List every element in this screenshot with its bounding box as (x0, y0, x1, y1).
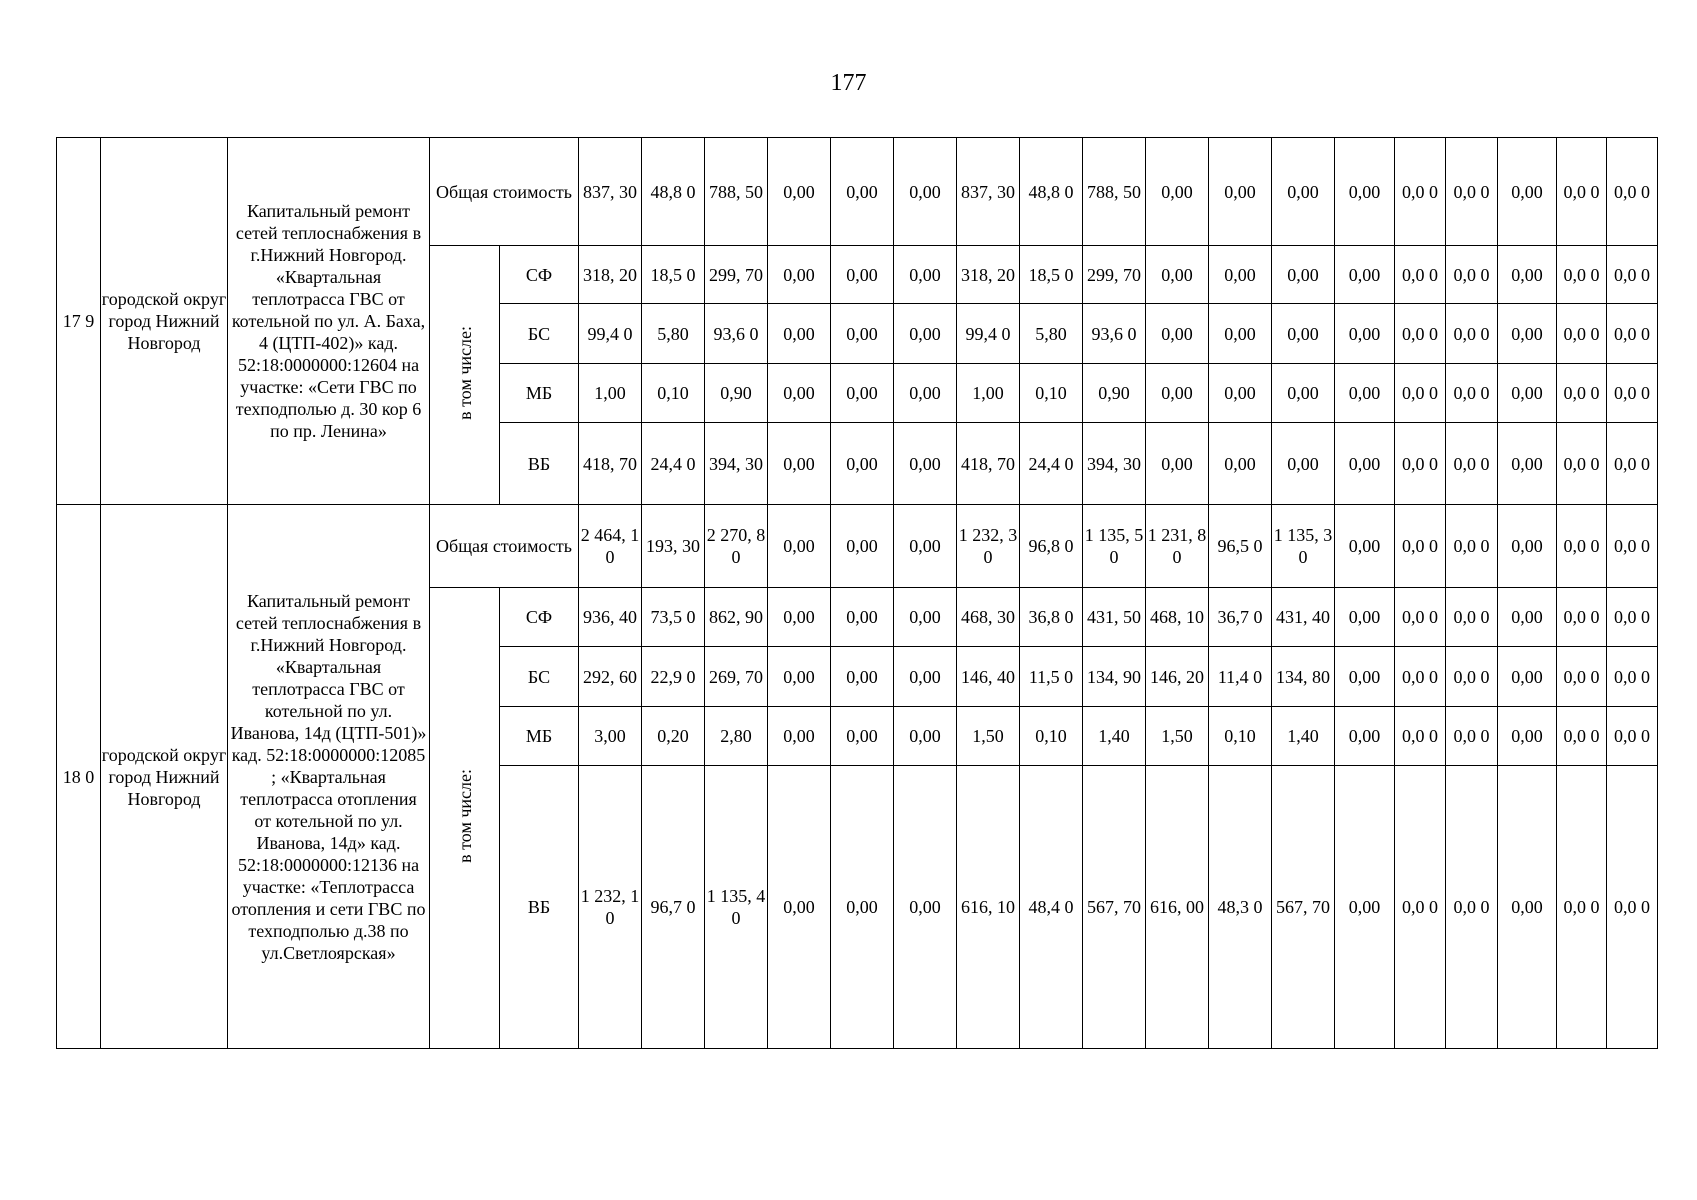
table-row (57, 505, 1658, 588)
value-cell: 0,0 0 (1607, 707, 1658, 766)
value-cell: 0,00 (1498, 707, 1557, 766)
funding-source-label: СФ (500, 246, 579, 304)
row-index: 17 9 (57, 138, 101, 505)
value-cell: 468, 30 (957, 588, 1020, 647)
value-cell: 0,0 0 (1395, 304, 1446, 364)
value-cell: 0,00 (894, 423, 957, 505)
value-cell: 0,0 0 (1607, 647, 1658, 707)
value-cell: 292, 60 (579, 647, 642, 707)
value-cell: 0,00 (1498, 246, 1557, 304)
value-cell: 1 135, 50 (1083, 505, 1146, 588)
value-cell: 146, 40 (957, 647, 1020, 707)
value-cell: 1,00 (957, 364, 1020, 423)
value-cell: 0,0 0 (1395, 707, 1446, 766)
value-cell: 0,0 0 (1557, 364, 1607, 423)
value-cell: 48,4 0 (1020, 766, 1083, 1049)
value-cell: 0,0 0 (1395, 423, 1446, 505)
value-cell: 0,0 0 (1446, 766, 1498, 1049)
funding-source-label: БС (500, 647, 579, 707)
value-cell: 318, 20 (957, 246, 1020, 304)
value-cell: 0,0 0 (1557, 588, 1607, 647)
value-cell: 0,0 0 (1395, 505, 1446, 588)
value-cell: 0,0 0 (1446, 647, 1498, 707)
value-cell: 134, 80 (1272, 647, 1335, 707)
value-cell: 0,00 (1209, 364, 1272, 423)
value-cell: 18,5 0 (642, 246, 705, 304)
value-cell: 0,00 (1498, 588, 1557, 647)
value-cell: 1 135, 40 (705, 766, 768, 1049)
funding-source-label: МБ (500, 364, 579, 423)
value-cell: 0,00 (831, 505, 894, 588)
value-cell: 0,00 (1498, 423, 1557, 505)
value-cell: 418, 70 (579, 423, 642, 505)
value-cell: 0,00 (1498, 304, 1557, 364)
value-cell: 862, 90 (705, 588, 768, 647)
value-cell: 0,0 0 (1395, 246, 1446, 304)
value-cell: 788, 50 (1083, 138, 1146, 246)
value-cell: 0,0 0 (1557, 505, 1607, 588)
value-cell: 0,00 (1335, 707, 1395, 766)
value-cell: 394, 30 (1083, 423, 1146, 505)
value-cell: 99,4 0 (579, 304, 642, 364)
value-cell: 0,0 0 (1557, 423, 1607, 505)
value-cell: 0,0 0 (1446, 707, 1498, 766)
value-cell: 0,00 (1498, 647, 1557, 707)
value-cell: 5,80 (642, 304, 705, 364)
value-cell: 0,00 (1335, 423, 1395, 505)
value-cell: 0,0 0 (1607, 505, 1658, 588)
value-cell: 18,5 0 (1020, 246, 1083, 304)
value-cell: 0,00 (894, 304, 957, 364)
value-cell: 0,00 (1146, 423, 1209, 505)
total-cost-label: Общая стоимость (430, 505, 579, 588)
value-cell: 11,4 0 (1209, 647, 1272, 707)
value-cell: 567, 70 (1272, 766, 1335, 1049)
value-cell: 0,00 (768, 138, 831, 246)
value-cell: 0,0 0 (1557, 707, 1607, 766)
value-cell: 837, 30 (957, 138, 1020, 246)
value-cell: 0,10 (1209, 707, 1272, 766)
value-cell: 0,00 (1335, 138, 1395, 246)
value-cell: 0,00 (1272, 364, 1335, 423)
including-label-cell (430, 246, 500, 505)
value-cell: 431, 50 (1083, 588, 1146, 647)
value-cell: 48,8 0 (1020, 138, 1083, 246)
value-cell: 1,50 (1146, 707, 1209, 766)
value-cell: 0,10 (1020, 707, 1083, 766)
value-cell: 96,7 0 (642, 766, 705, 1049)
value-cell: 0,00 (894, 647, 957, 707)
value-cell: 0,00 (894, 588, 957, 647)
value-cell: 0,00 (831, 707, 894, 766)
value-cell: 0,0 0 (1557, 766, 1607, 1049)
value-cell: 0,0 0 (1607, 246, 1658, 304)
value-cell: 0,00 (1146, 304, 1209, 364)
value-cell: 0,20 (642, 707, 705, 766)
value-cell: 0,00 (831, 647, 894, 707)
value-cell: 11,5 0 (1020, 647, 1083, 707)
value-cell: 0,00 (768, 588, 831, 647)
value-cell: 0,0 0 (1446, 588, 1498, 647)
value-cell: 0,00 (1498, 766, 1557, 1049)
value-cell: 616, 00 (1146, 766, 1209, 1049)
value-cell: 5,80 (1020, 304, 1083, 364)
value-cell: 99,4 0 (957, 304, 1020, 364)
value-cell: 0,00 (768, 246, 831, 304)
value-cell: 2,80 (705, 707, 768, 766)
funding-source-label: МБ (500, 707, 579, 766)
value-cell: 36,7 0 (1209, 588, 1272, 647)
value-cell: 96,8 0 (1020, 505, 1083, 588)
value-cell: 0,0 0 (1446, 364, 1498, 423)
value-cell: 0,0 0 (1395, 364, 1446, 423)
value-cell: 193, 30 (642, 505, 705, 588)
value-cell: 0,0 0 (1395, 647, 1446, 707)
value-cell: 1 135, 30 (1272, 505, 1335, 588)
value-cell: 837, 30 (579, 138, 642, 246)
project-description: Капитальный ремонт сетей теплоснабжения в г.Нижний Новгород. «Квартальная теплотрасса ГВС от котельной по ул. Иванова, 14д (ЦТП-501)» кад. 52:18:0000000:12085 ; «Квартальная теплотрасса отопления от котельной по ул. Иванова, 14д» кад. 52:18:0000000:12136 на участке: «Теплотрасса отопления и сети ГВС по техподполью д.38 по ул.Светлоярская» (228, 505, 430, 1049)
value-cell: 394, 30 (705, 423, 768, 505)
value-cell: 0,00 (1335, 246, 1395, 304)
value-cell: 146, 20 (1146, 647, 1209, 707)
value-cell: 0,00 (1498, 138, 1557, 246)
value-cell: 0,0 0 (1446, 505, 1498, 588)
value-cell: 788, 50 (705, 138, 768, 246)
value-cell: 0,00 (768, 647, 831, 707)
value-cell: 418, 70 (957, 423, 1020, 505)
value-cell: 0,00 (768, 364, 831, 423)
value-cell: 0,00 (831, 766, 894, 1049)
value-cell: 73,5 0 (642, 588, 705, 647)
table-row (57, 138, 1658, 246)
value-cell: 22,9 0 (642, 647, 705, 707)
value-cell: 0,00 (1335, 364, 1395, 423)
value-cell: 299, 70 (705, 246, 768, 304)
value-cell: 0,00 (894, 246, 957, 304)
value-cell: 0,0 0 (1557, 138, 1607, 246)
value-cell: 0,0 0 (1607, 304, 1658, 364)
value-cell: 1,40 (1083, 707, 1146, 766)
value-cell: 0,00 (768, 707, 831, 766)
value-cell: 299, 70 (1083, 246, 1146, 304)
value-cell: 0,00 (831, 588, 894, 647)
value-cell: 468, 10 (1146, 588, 1209, 647)
value-cell: 0,00 (1209, 304, 1272, 364)
value-cell: 0,00 (831, 246, 894, 304)
value-cell: 0,00 (1335, 647, 1395, 707)
value-cell: 0,90 (1083, 364, 1146, 423)
value-cell: 0,00 (1498, 364, 1557, 423)
value-cell: 0,90 (705, 364, 768, 423)
value-cell: 48,8 0 (642, 138, 705, 246)
value-cell: 0,0 0 (1607, 138, 1658, 246)
including-label: в том числе: (454, 768, 475, 863)
value-cell: 1 232, 10 (579, 766, 642, 1049)
value-cell: 0,00 (1146, 246, 1209, 304)
page-number: 177 (830, 70, 867, 96)
total-cost-label: Общая стоимость (430, 138, 579, 246)
value-cell: 96,5 0 (1209, 505, 1272, 588)
value-cell: 0,10 (642, 364, 705, 423)
value-cell: 0,0 0 (1395, 588, 1446, 647)
value-cell: 1 232, 30 (957, 505, 1020, 588)
value-cell: 93,6 0 (1083, 304, 1146, 364)
value-cell: 0,00 (894, 138, 957, 246)
including-label: в том числе: (454, 325, 475, 420)
value-cell: 0,0 0 (1446, 138, 1498, 246)
value-cell: 0,0 0 (1446, 423, 1498, 505)
value-cell: 93,6 0 (705, 304, 768, 364)
value-cell: 0,00 (768, 423, 831, 505)
value-cell: 24,4 0 (1020, 423, 1083, 505)
value-cell: 0,00 (1335, 505, 1395, 588)
value-cell: 0,0 0 (1607, 364, 1658, 423)
value-cell: 0,00 (1335, 588, 1395, 647)
funding-source-label: СФ (500, 588, 579, 647)
value-cell: 0,0 0 (1395, 766, 1446, 1049)
value-cell: 0,00 (831, 423, 894, 505)
value-cell: 0,00 (1209, 138, 1272, 246)
value-cell: 0,00 (768, 505, 831, 588)
project-description: Капитальный ремонт сетей теплоснабжения в г.Нижний Новгород. «Квартальная теплотрасса ГВС от котельной по ул. А. Баха, 4 (ЦТП-402)» кад. 52:18:0000000:12604 на участке: «Сети ГВС по техподполью д. 30 кор 6 по пр. Ленина» (228, 138, 430, 505)
value-cell: 0,0 0 (1395, 138, 1446, 246)
value-cell: 0,00 (1335, 766, 1395, 1049)
value-cell: 431, 40 (1272, 588, 1335, 647)
including-label-cell (430, 588, 500, 1049)
budget-table (56, 137, 1658, 1049)
value-cell: 616, 10 (957, 766, 1020, 1049)
value-cell: 0,0 0 (1557, 647, 1607, 707)
value-cell: 0,00 (1335, 304, 1395, 364)
value-cell: 0,00 (831, 138, 894, 246)
value-cell: 0,00 (831, 304, 894, 364)
value-cell: 0,00 (1498, 505, 1557, 588)
value-cell: 0,0 0 (1557, 304, 1607, 364)
value-cell: 48,3 0 (1209, 766, 1272, 1049)
value-cell: 1,50 (957, 707, 1020, 766)
value-cell: 0,00 (768, 766, 831, 1049)
value-cell: 1 231, 80 (1146, 505, 1209, 588)
value-cell: 0,00 (1209, 246, 1272, 304)
value-cell: 2 270, 80 (705, 505, 768, 588)
value-cell: 0,00 (1146, 364, 1209, 423)
value-cell: 0,00 (894, 766, 957, 1049)
value-cell: 0,00 (894, 505, 957, 588)
funding-source-label: БС (500, 304, 579, 364)
value-cell: 0,00 (1209, 423, 1272, 505)
value-cell: 0,00 (894, 707, 957, 766)
value-cell: 0,0 0 (1557, 246, 1607, 304)
value-cell: 0,0 0 (1607, 423, 1658, 505)
row-index: 18 0 (57, 505, 101, 1049)
value-cell: 0,00 (894, 364, 957, 423)
value-cell: 0,0 0 (1607, 766, 1658, 1049)
value-cell: 0,00 (1272, 423, 1335, 505)
value-cell: 1,00 (579, 364, 642, 423)
value-cell: 318, 20 (579, 246, 642, 304)
value-cell: 0,10 (1020, 364, 1083, 423)
value-cell: 567, 70 (1083, 766, 1146, 1049)
value-cell: 0,00 (1272, 246, 1335, 304)
value-cell: 0,00 (1272, 304, 1335, 364)
value-cell: 2 464, 10 (579, 505, 642, 588)
value-cell: 134, 90 (1083, 647, 1146, 707)
value-cell: 0,0 0 (1607, 588, 1658, 647)
funding-source-label: ВБ (500, 423, 579, 505)
funding-source-label: ВБ (500, 766, 579, 1049)
value-cell: 0,0 0 (1446, 246, 1498, 304)
value-cell: 24,4 0 (642, 423, 705, 505)
value-cell: 3,00 (579, 707, 642, 766)
value-cell: 1,40 (1272, 707, 1335, 766)
value-cell: 0,00 (831, 364, 894, 423)
value-cell: 269, 70 (705, 647, 768, 707)
municipality-cell: городской округ город Нижний Новгород (101, 505, 228, 1049)
municipality-cell: городской округ город Нижний Новгород (101, 138, 228, 505)
value-cell: 36,8 0 (1020, 588, 1083, 647)
value-cell: 936, 40 (579, 588, 642, 647)
value-cell: 0,0 0 (1446, 304, 1498, 364)
value-cell: 0,00 (1272, 138, 1335, 246)
value-cell: 0,00 (768, 304, 831, 364)
value-cell: 0,00 (1146, 138, 1209, 246)
